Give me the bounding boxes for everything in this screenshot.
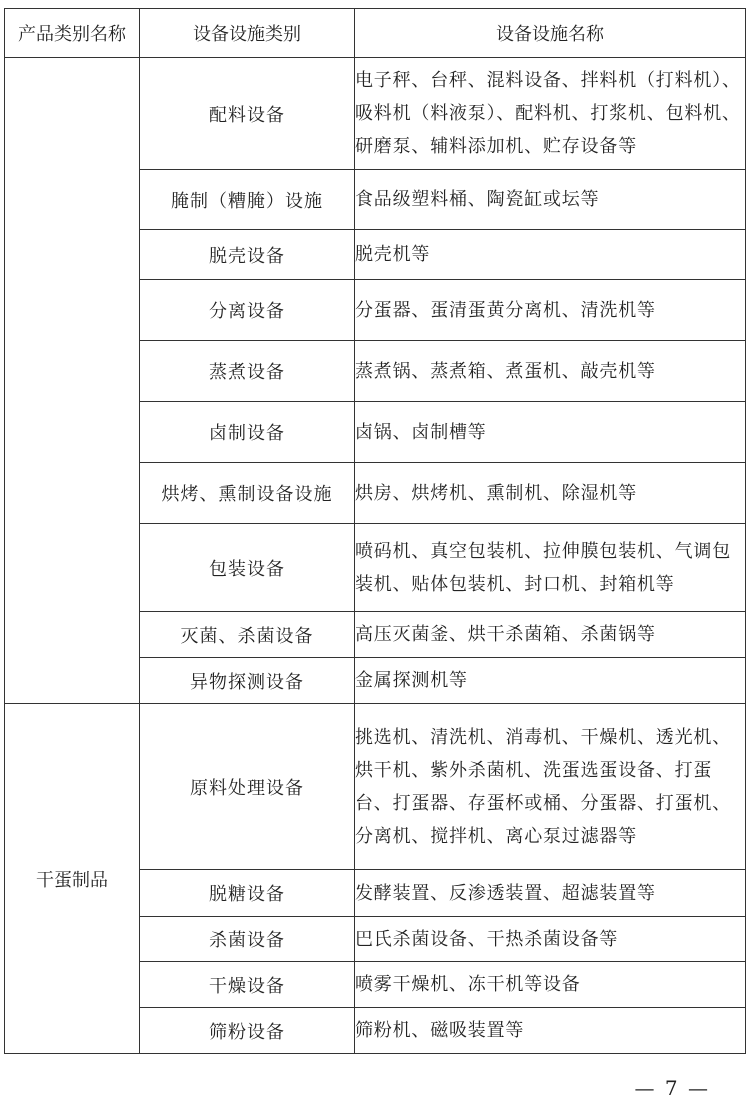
header-product-category: 产品类别名称 xyxy=(5,9,140,58)
header-equipment-type: 设备设施类别 xyxy=(140,9,355,58)
equipment-type-cell: 干燥设备 xyxy=(140,962,355,1008)
equipment-names-cell: 高压灭菌釜、烘干杀菌箱、杀菌锅等 xyxy=(355,612,746,658)
equipment-type-cell: 卤制设备 xyxy=(140,402,355,463)
equipment-type-cell: 灭菌、杀菌设备 xyxy=(140,612,355,658)
equipment-names-cell: 分蛋器、蛋清蛋黄分离机、清洗机等 xyxy=(355,280,746,341)
table-header-row xyxy=(5,9,746,58)
equipment-names-cell: 筛粉机、磁吸装置等 xyxy=(355,1008,746,1054)
equipment-type-cell: 腌制（糟腌）设施 xyxy=(140,170,355,230)
product-category-cell: 干蛋制品 xyxy=(5,704,140,1054)
equipment-type-cell: 杀菌设备 xyxy=(140,917,355,962)
table-row xyxy=(5,58,746,170)
product-category-cell xyxy=(5,58,140,704)
table-row xyxy=(5,704,746,870)
equipment-type-cell: 脱壳设备 xyxy=(140,230,355,280)
equipment-names-cell: 烘房、烘烤机、熏制机、除湿机等 xyxy=(355,463,746,524)
equipment-names-cell: 电子秤、台秤、混料设备、拌料机（打料机）、吸料机（料液泵）、配料机、打浆机、包料机、研磨泵、辅料添加机、贮存设备等 xyxy=(355,58,746,170)
equipment-names-cell: 食品级塑料桶、陶瓷缸或坛等 xyxy=(355,170,746,230)
equipment-type-cell: 筛粉设备 xyxy=(140,1008,355,1054)
equipment-names-cell: 喷码机、真空包装机、拉伸膜包装机、气调包装机、贴体包装机、封口机、封箱机等 xyxy=(355,524,746,612)
equipment-type-cell: 分离设备 xyxy=(140,280,355,341)
page-number: — 7 — xyxy=(634,1076,710,1100)
equipment-type-cell: 蒸煮设备 xyxy=(140,341,355,402)
equipment-type-cell: 烘烤、熏制设备设施 xyxy=(140,463,355,524)
equipment-names-cell: 卤锅、卤制槽等 xyxy=(355,402,746,463)
header-equipment-names: 设备设施名称 xyxy=(355,9,746,58)
equipment-names-cell: 挑选机、清洗机、消毒机、干燥机、透光机、烘干机、紫外杀菌机、洗蛋选蛋设备、打蛋台、打蛋器、存蛋杯或桶、分蛋器、打蛋机、分离机、搅拌机、离心泵过滤器等 xyxy=(355,704,746,870)
equipment-type-cell: 包装设备 xyxy=(140,524,355,612)
equipment-type-cell: 配料设备 xyxy=(140,58,355,170)
equipment-table xyxy=(4,8,746,1054)
equipment-names-cell: 巴氏杀菌设备、干热杀菌设备等 xyxy=(355,917,746,962)
equipment-type-cell: 脱糖设备 xyxy=(140,870,355,917)
equipment-names-cell: 蒸煮锅、蒸煮箱、煮蛋机、敲壳机等 xyxy=(355,341,746,402)
equipment-names-cell: 喷雾干燥机、冻干机等设备 xyxy=(355,962,746,1008)
equipment-type-cell: 异物探测设备 xyxy=(140,658,355,704)
equipment-names-cell: 发酵装置、反渗透装置、超滤装置等 xyxy=(355,870,746,917)
equipment-names-cell: 脱壳机等 xyxy=(355,230,746,280)
equipment-type-cell: 原料处理设备 xyxy=(140,704,355,870)
equipment-names-cell: 金属探测机等 xyxy=(355,658,746,704)
